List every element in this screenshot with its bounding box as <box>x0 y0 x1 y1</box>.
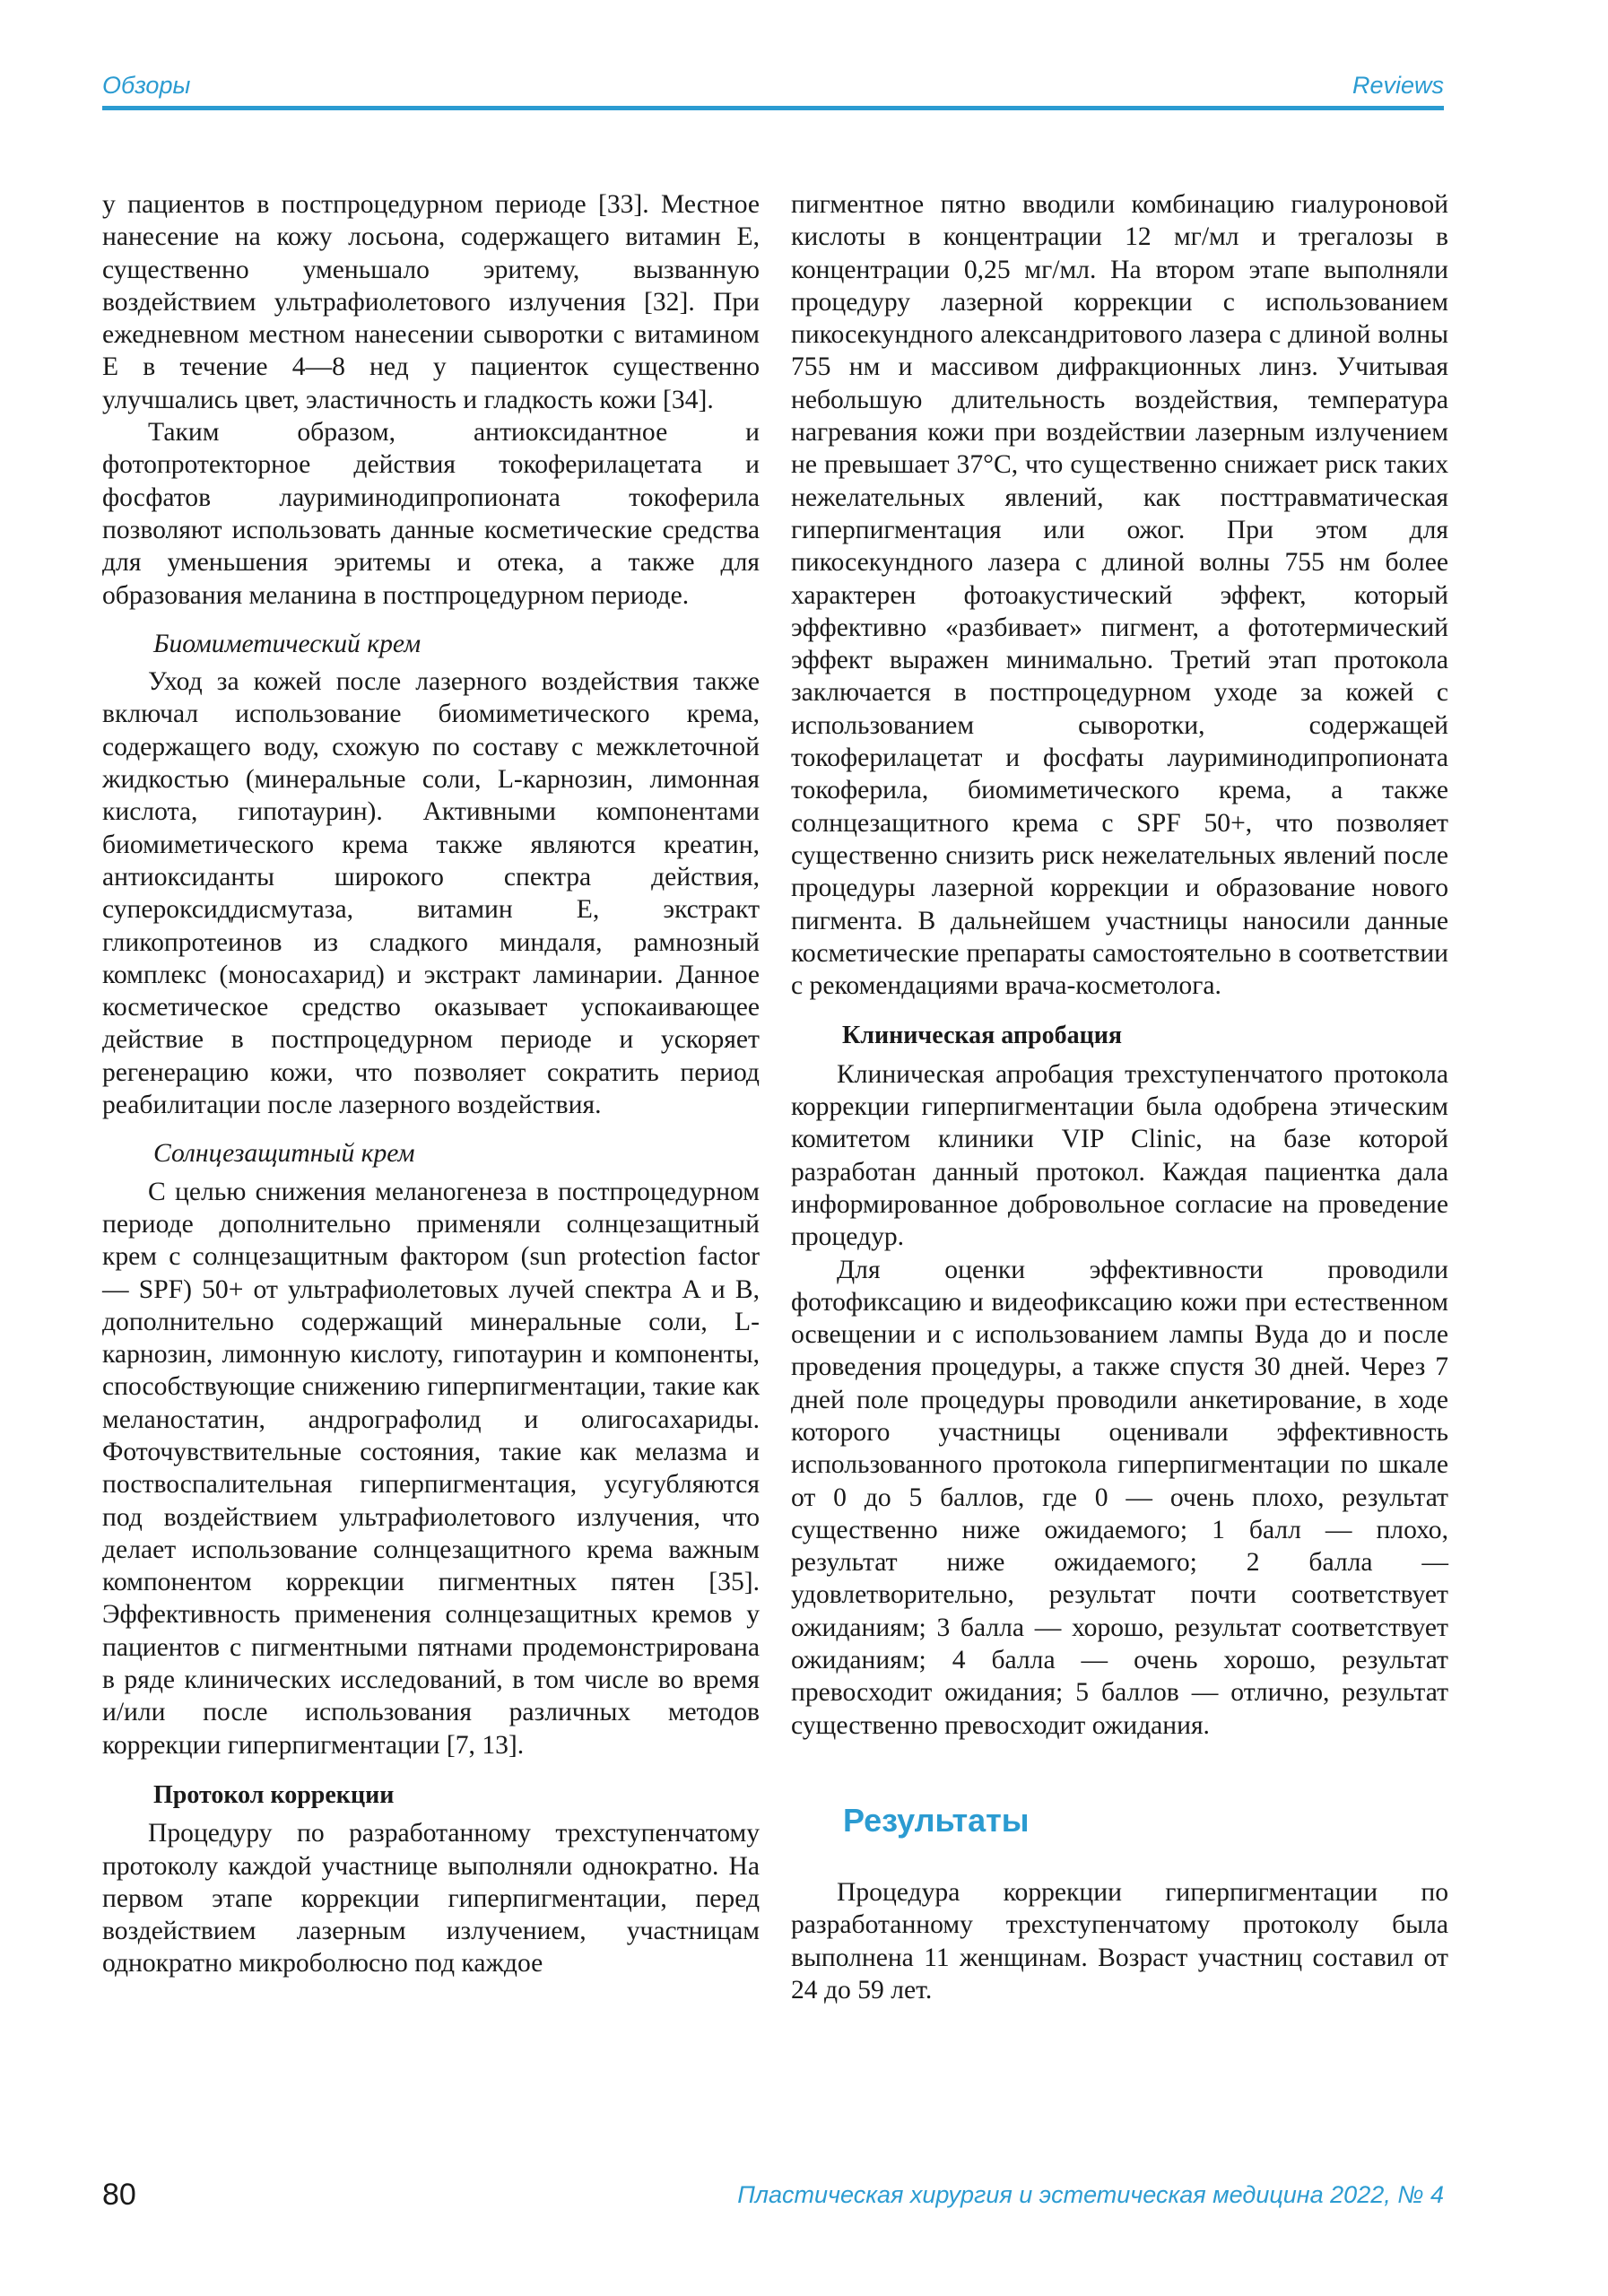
section-title-results: Результаты <box>843 1801 1030 1839</box>
header-section-label-en: Reviews <box>1352 72 1444 99</box>
subheading-biomimetic-cream: Биомиметический крем <box>153 629 422 658</box>
subheading-sunscreen: Солнцезащитный крем <box>153 1139 415 1169</box>
paragraph: Процедуру по разработанному трехступенчатому протоколу каждой участнице выполняли однократно. На первом этапе коррекции гиперпигментации, перед воздействием лазерным излучением, участницам однократно микроболюсно под каждое <box>102 1819 760 1979</box>
subheading-correction-protocol: Протокол коррекции <box>153 1780 395 1809</box>
paragraph: Для оценки эффективности проводили фотофиксацию и видеофиксацию кожи при естественном освещении и с использованием лампы Вуда до и после проведения процедуры, а также спустя 30 дней. Через 7 дней поле процедуры проводили анкетирование, в ходе которого участницы оценивали эффективность использованного протокола гиперпигментации по шкале от 0 до 5 баллов, где 0 — очень плохо, результат существенно ниже ожидаемого; 1 балл — плохо, результат ниже ожидаемого; 2 балла — удовлетворительно, результат почти соответствует ожиданиям; 3 балла — хорошо, результат соответствует ожиданиям; 4 балла — очень хорошо, результат превосходит ожидания; 5 баллов — отлично, результат существенно превосходит ожидания. <box>791 1255 1448 1740</box>
paragraph: С целью снижения меланогенеза в постпроцедурном периоде дополнительно применяли солнцезащитный крем с солнцезащитным фактором (sun protection factor — SPF) 50+ от ультрафиолетовых лучей спектра А и В, дополнительно содержащий минеральные соли, L-карнозин, лимонную кислоту, гипотаурин и компоненты, способствующие снижению гиперпигментации, такие как меланостатин, андрографолид и олигосахариды. Фоточувствительные состояния, такие как мелазма и поствоспалительная гиперпигментация, усугубляются под воздействием ультрафиолетового излучения, что делает использование солнцезащитного крема важным компонентом коррекции пигментных пятен [35]. Эффективность применения солнцезащитных кремов у пациентов с пигментными пятнами продемонстрирована в ряде клинических исследований, в том числе во время и/или после использования различных методов коррекции гиперпигментации [7, 13]. <box>102 1177 760 1760</box>
paragraph: Клиническая апробация трехступенчатого протокола коррекции гиперпигментации была одобрена этическим комитетом клиники VIP Clinic, на базе которой разработан данный протокол. Каждая пациентка дала информированное добровольное согласие на проведение процедур. <box>791 1059 1448 1252</box>
paragraph: Таким образом, антиоксидантное и фотопротекторное действия токоферилацетата и фосфатов лауриминодипропионата токоферила позволяют использовать данные косметические средства для уменьшения эритемы и отека, а также для образования меланина в постпроцедурном периоде. <box>102 418 760 610</box>
header-section-label: Обзоры <box>102 72 191 99</box>
left-column <box>102 188 760 1980</box>
page-number: 80 <box>102 2178 136 2212</box>
right-column <box>791 188 1448 2006</box>
running-footer <box>102 2178 1444 2217</box>
journal-title: Пластическая хирургия и эстетическая медицина 2022, № 4 <box>737 2181 1444 2208</box>
paragraph: Уход за кожей после лазерного воздействия также включал использование биомиметического крема, содержащего воду, схожую по составу с межклеточной жидкостью (минеральные соли, L-карнозин, лимонная кислота, гипотаурин). Активными компонентами биомиметического крема также являются креатин, антиоксиданты широкого спектра действия, супероксиддисмутаза, витамин Е, экстракт гликопротеинов из сладкого миндаля, рамнозный комплекс (моносахарид) и экстракт ламинарии. Данное косметическое средство оказывает успокаивающее действие в постпроцедурном периоде и ускоряет регенерацию кожи, что позволяет сократить период реабилитации после лазерного воздействия. <box>102 667 760 1120</box>
subheading-clinical-trial: Клиническая апробация <box>842 1022 1123 1050</box>
paragraph: пигментное пятно вводили комбинацию гиалуроновой кислоты в концентрации 12 мг/мл и трегалозы в концентрации 0,25 мг/мл. На втором этапе выполняли процедуру лазерной коррекции с использованием пикосекундного александритового лазера с длиной волны 755 нм и массивом дифракционных линз. Учитывая небольшую длительность воздействия, температура нагревания кожи при воздействии лазерным излучением не превышает 37°С, что существенно снижает риск таких нежелательных явлений, как посттравматическая гиперпигментация или ожог. При этом для пикосекундного лазера с длиной волны 755 нм более характерен фотоакустический эффект, который эффективно «разбивает» пигмент, а фототермический эффект выражен минимально. Третий этап протокола заключается в постпроцедурном уходе за кожей с использованием сыворотки, содержащей токоферилацетат и фосфаты лауриминодипропионата токоферила, биомиметического крема, а также солнцезащитного крема с SPF 50+, что позволяет существенно снизить риск нежелательных явлений после процедуры лазерной коррекции и образование нового пигмента. В дальнейшем участницы наносили данные косметические препараты самостоятельно в соответствии с рекомендациями врача-косметолога. <box>791 190 1448 1001</box>
paragraph: у пациентов в постпроцедурном периоде [33]. Местное нанесение на кожу лосьона, содержащего витамин Е, существенно уменьшало эритему, вызванную воздействием ультрафиолетового излучения [32]. При ежедневном местном нанесении сыворотки с витамином Е в течение 4—8 нед у пациенток существенно улучшались цвет, эластичность и гладкость кожи [34]. <box>102 190 760 414</box>
paragraph: Процедура коррекции гиперпигментации по разработанному трехступенчатому протоколу была выполнена 11 женщинам. Возраст участниц составил от 24 до 59 лет. <box>791 1877 1448 2005</box>
header-rule <box>102 106 1444 110</box>
running-header <box>102 70 1444 106</box>
